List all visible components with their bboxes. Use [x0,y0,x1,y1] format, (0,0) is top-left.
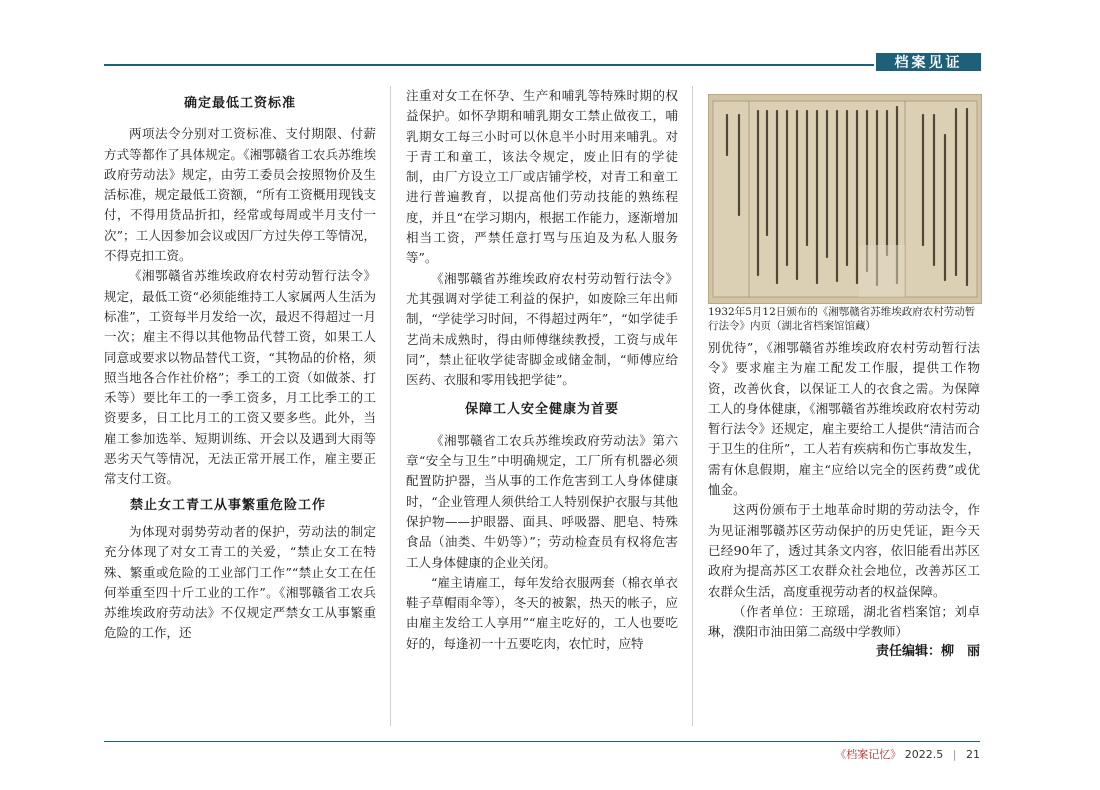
paragraph: 《湘鄂赣省苏维埃政府农村劳动暂行法令》规定，最低工资“必须能维持工人家属两人生活为标准”，工资每半月发给一次，最迟不得超过一月一次；雇主不得以其他物品代替工资，如果工人同意或要求以物品替代工资，“其物品的价格，须照当地各合作社价格”；季工的工资（如做茶、打禾等）要比年工的一季工资多，月工比季工的工资要多，日工比月工的工资又要多些。此外，当雇工参加选举、短期训练、开会以及遇到大雨等恶劣天气等情况，无法正常开展工作，雇主要正常支付工资。 [104,268,376,487]
paragraph: 别优待”，《湘鄂赣省苏维埃政府农村劳动暂行法令》要求雇主为雇工配发工作服，提供工作物资，改善伙食，以保证工人的衣食之需。为保障工人的身体健康，《湘鄂赣省苏维埃政府农村劳动暂行法令》还规定，雇主要给工人提供“清洁而合于卫生的住所”，工人若有疾病和伤亡事故发生，需有休息假期，雇主“应给以完全的医药费”或优恤金。 [708,340,980,498]
footer-rule [104,741,980,742]
archival-document-photo [708,94,982,304]
column-3 [708,338,980,663]
issue-number: 2022.5 [904,748,944,761]
section-heading: 保障工人安全健康为首要 [464,402,619,418]
column-tag: 档案见证 [876,53,981,71]
column-2 [406,86,678,654]
paragraph: “雇主请雇工，每年发给衣服两套（棉衣单衣鞋子草帽雨伞等），冬天的被絮，热天的帐子，应由雇主发给工人享用”“雇主吃好的，工人也要吃好的，每逢初一十五要吃肉，农忙时，应特 [406,574,678,651]
paragraph: 注重对女工在怀孕、生产和哺乳等特殊时期的权益保护。如怀孕期和哺乳期女工禁止做夜工，哺乳期女工每三小时可以休息半小时用来哺乳。对于青工和童工，该法令规定，废止旧有的学徒制，由厂方设立工厂或店铺学校，对青工和童工进行普遍教育，以提高他们劳动技能的熟练程度，并且“在学习期内，根据工作能力，逐渐增加相当工资，严禁任意打骂与压迫及为私人服务等”。 [406,88,678,266]
column-divider [692,86,693,726]
paragraph: 两项法令分别对工资标准、支付期限、付薪方式等都作了具体规定。《湘鄂赣省工农兵苏维埃政府劳动法》规定，由劳工委员会按照物价及生活标准，规定最低工资额，“所有工资概用现钱支付，不得用货品折扣，经常或每周或半月支付一次”；工人因参加会议或因厂方过失停工等情况，不得克扣工资。 [104,126,376,264]
section-heading: 禁止女工青工从事繁重危险工作 [130,497,327,513]
magazine-title: 《档案记忆》 [835,748,902,761]
column-1 [104,86,376,644]
document-scan-illustration [709,95,981,303]
paragraph: 《湘鄂赣省苏维埃政府农村劳动暂行法令》尤其强调对学徒工利益的保护，如废除三年出师制，“学徒学习时间，不得超过两年”，“如学徒手艺尚未成熟时，得由师傅继续教授，工资与成年同”，禁止征收学徒寄脚金或储金制，“师傅应给医药、衣服和零用钱把学徒”。 [406,270,678,388]
footer-separator: | [952,748,957,761]
author-note: （作者单位：王琼瑶，湖北省档案馆；刘卓琳，濮阳市油田第二高级中学教师） [708,603,980,640]
header-rule [104,64,874,66]
page-number: 21 [966,748,980,761]
paragraph: 这两份颁布于土地革命时期的劳动法令，作为见证湘鄂赣苏区劳动保护的历史凭证，距今天已经90年了，透过其条文内容，依旧能看出苏区政府为提高苏区工农群众社会地位，改善苏区工农群众生活，高度重视劳动者的权益保障。 [708,502,980,599]
responsible-editor: 责任编辑：柳 丽 [875,644,980,660]
column-divider [390,86,391,726]
paragraph: 《湘鄂赣省工农兵苏维埃政府劳动法》第六章“安全与卫生”中明确规定，工厂所有机器必须配置防护器，当从事的工作危害到工人身体健康时，“企业管理人须供给工人特别保护衣服与其他保护物——护眼器、面具、呼吸器、肥皂、特殊食品（油类、牛奶等）”；劳动检查员有权将危害工人身体健康的企业关闭。 [406,432,678,570]
section-heading: 确定最低工资标准 [183,96,296,111]
page-footer [835,746,980,762]
photo-caption: 1932年5月12日颁布的《湘鄂赣省苏维埃政府农村劳动暂行法令》内页（湖北省档案馆馆藏） [708,306,976,332]
paragraph: 为体现对弱势劳动者的保护，劳动法的制定充分体现了对女工青工的关爱，“禁止女工在特殊、繁重或危险的工业部门工作”“禁止女工在任何举重至四十斤工业的工作”。《湘鄂赣省工农兵苏维埃政府劳动法》不仅规定严禁女工从事繁重危险的工作，还 [104,523,376,641]
